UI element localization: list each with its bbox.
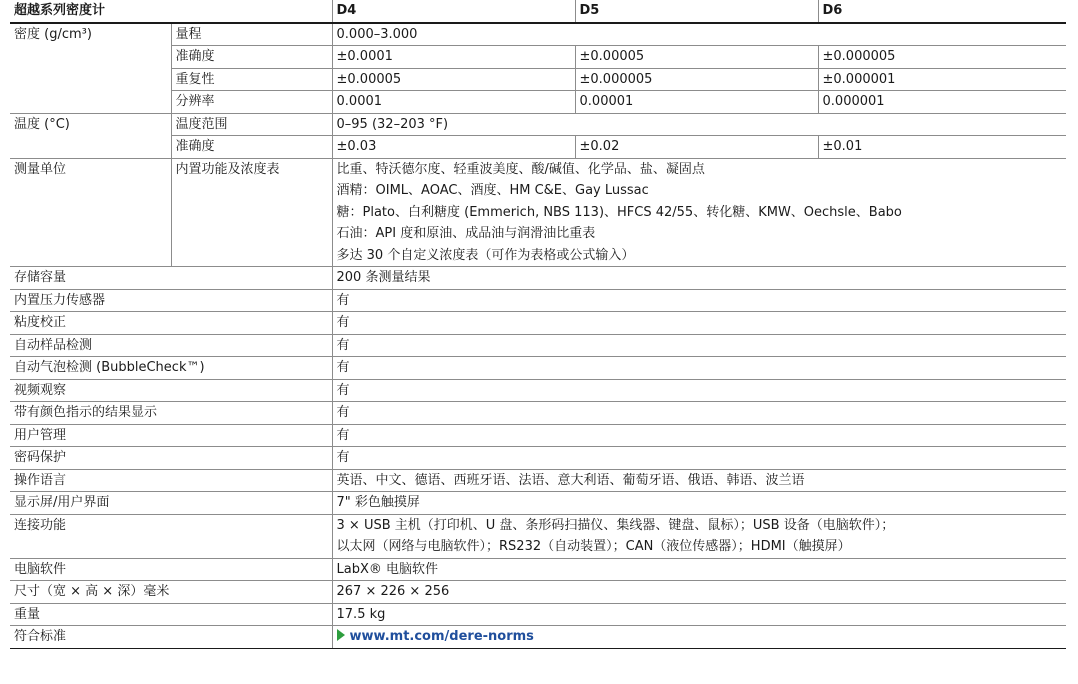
temperature-label: 温度 (°C) bbox=[10, 113, 171, 158]
software-value: LabX® 电脑软件 bbox=[332, 558, 1066, 581]
row-value: 有 bbox=[332, 447, 1066, 470]
repeatability-label: 重复性 bbox=[171, 68, 332, 91]
dimensions-value: 267 × 226 × 256 bbox=[332, 581, 1066, 604]
row-value: 有 bbox=[332, 357, 1066, 380]
row-label: 存储容量 bbox=[10, 267, 332, 290]
standards-row bbox=[10, 626, 1066, 649]
standards-label: 符合标准 bbox=[10, 626, 332, 649]
video-row bbox=[10, 379, 1066, 402]
row-value: 200 条测量结果 bbox=[332, 267, 1066, 290]
temp-accuracy-label: 准确度 bbox=[171, 136, 332, 159]
row-value: 有 bbox=[332, 424, 1066, 447]
row-label: 显示屏/用户界面 bbox=[10, 492, 332, 515]
row-label: 视频观察 bbox=[10, 379, 332, 402]
accuracy-d4: ±0.0001 bbox=[332, 46, 575, 69]
storage-row bbox=[10, 267, 1066, 290]
resolution-label: 分辨率 bbox=[171, 91, 332, 114]
accuracy-label: 准确度 bbox=[171, 46, 332, 69]
row-label: 用户管理 bbox=[10, 424, 332, 447]
row-label: 自动气泡检测 (BubbleCheck™) bbox=[10, 357, 332, 380]
resolution-d6: 0.000001 bbox=[818, 91, 1066, 114]
resolution-d4: 0.0001 bbox=[332, 91, 575, 114]
row-value: 有 bbox=[332, 379, 1066, 402]
units-label: 测量单位 bbox=[10, 158, 171, 267]
row-value: 有 bbox=[332, 312, 1066, 335]
connectivity-line-network: 以太网（网络与电脑软件）；RS232（自动装置）；CAN（液位传感器）；HDMI（触摸屏） bbox=[336, 539, 851, 554]
repeatability-d4: ±0.00005 bbox=[332, 68, 575, 91]
header-d6: D6 bbox=[818, 0, 1066, 23]
row-label: 带有颜色指示的结果显示 bbox=[10, 402, 332, 425]
repeatability-d5: ±0.000005 bbox=[575, 68, 818, 91]
standards-value bbox=[332, 626, 1066, 649]
display-row bbox=[10, 492, 1066, 515]
dimensions-row bbox=[10, 581, 1066, 604]
density-label: 密度 (g/cm³) bbox=[10, 23, 171, 114]
row-label: 内置压力传感器 bbox=[10, 289, 332, 312]
accuracy-d6: ±0.000005 bbox=[818, 46, 1066, 69]
row-value: 7" 彩色触摸屏 bbox=[332, 492, 1066, 515]
viscosity-row bbox=[10, 312, 1066, 335]
header-d5: D5 bbox=[575, 0, 818, 23]
table-title: 超越系列密度计 bbox=[10, 0, 332, 23]
range-value: 0.000–3.000 bbox=[332, 23, 1066, 46]
spec-table bbox=[10, 0, 1066, 649]
password-row bbox=[10, 447, 1066, 470]
software-row bbox=[10, 558, 1066, 581]
row-label: 操作语言 bbox=[10, 469, 332, 492]
user-management-row bbox=[10, 424, 1066, 447]
units-sublabel: 内置功能及浓度表 bbox=[171, 158, 332, 267]
connectivity-line-usb: 3 × USB 主机（打印机、U 盘、条形码扫描仪、集线器、键盘、鼠标）；USB 设备（电脑软件）； bbox=[336, 517, 895, 533]
temperature-range-row bbox=[10, 113, 1066, 136]
temp-range-value: 0–95 (32–203 °F) bbox=[332, 113, 1066, 136]
accuracy-d5: ±0.00005 bbox=[575, 46, 818, 69]
units-row bbox=[10, 158, 1066, 267]
row-label: 自动样品检测 bbox=[10, 334, 332, 357]
temp-range-label: 温度范围 bbox=[171, 113, 332, 136]
header-d4: D4 bbox=[332, 0, 575, 23]
connectivity-values bbox=[332, 514, 1066, 558]
color-result-row bbox=[10, 402, 1066, 425]
dimensions-label: 尺寸（宽 × 高 × 深）毫米 bbox=[10, 581, 332, 604]
units-line-petroleum: 石油：API 度和原油、成品油与润滑油比重表 bbox=[336, 226, 596, 241]
row-value: 有 bbox=[332, 289, 1066, 312]
units-line-alcohol: 酒精：OIML、AOAC、酒度、HM C&E、Gay Lussac bbox=[336, 183, 649, 198]
weight-label: 重量 bbox=[10, 603, 332, 626]
units-line-sugar: 糖：Plato、白利糖度 (Emmerich, NBS 113)、HFCS 42/55、转化糖、KMW、Oechsle、Babo bbox=[336, 204, 902, 220]
resolution-d5: 0.00001 bbox=[575, 91, 818, 114]
bubble-check-row bbox=[10, 357, 1066, 380]
row-label: 粘度校正 bbox=[10, 312, 332, 335]
sample-detection-row bbox=[10, 334, 1066, 357]
range-label: 量程 bbox=[171, 23, 332, 46]
row-value: 英语、中文、德语、西班牙语、法语、意大利语、葡萄牙语、俄语、韩语、波兰语 bbox=[332, 469, 1066, 492]
temp-accuracy-d4: ±0.03 bbox=[332, 136, 575, 159]
standards-link[interactable]: www.mt.com/dere-norms bbox=[349, 629, 534, 644]
temp-accuracy-d6: ±0.01 bbox=[818, 136, 1066, 159]
pressure-sensor-row bbox=[10, 289, 1066, 312]
units-line-custom: 多达 30 个自定义浓度表（可作为表格或公式输入） bbox=[336, 247, 635, 263]
units-line-general: 比重、特沃德尔度、轻重波美度、酸/碱值、化学品、盐、凝固点 bbox=[336, 161, 705, 177]
row-value: 有 bbox=[332, 334, 1066, 357]
arrow-right-icon bbox=[337, 629, 345, 641]
row-value: 有 bbox=[332, 402, 1066, 425]
density-range-row bbox=[10, 23, 1066, 46]
temp-accuracy-d5: ±0.02 bbox=[575, 136, 818, 159]
spec-table-container bbox=[10, 0, 1066, 649]
units-values bbox=[332, 158, 1066, 267]
software-label: 电脑软件 bbox=[10, 558, 332, 581]
weight-row bbox=[10, 603, 1066, 626]
weight-value: 17.5 kg bbox=[332, 603, 1066, 626]
header-row bbox=[10, 0, 1066, 23]
connectivity-row bbox=[10, 514, 1066, 558]
languages-row bbox=[10, 469, 1066, 492]
repeatability-d6: ±0.000001 bbox=[818, 68, 1066, 91]
row-label: 密码保护 bbox=[10, 447, 332, 470]
connectivity-label: 连接功能 bbox=[10, 514, 332, 558]
